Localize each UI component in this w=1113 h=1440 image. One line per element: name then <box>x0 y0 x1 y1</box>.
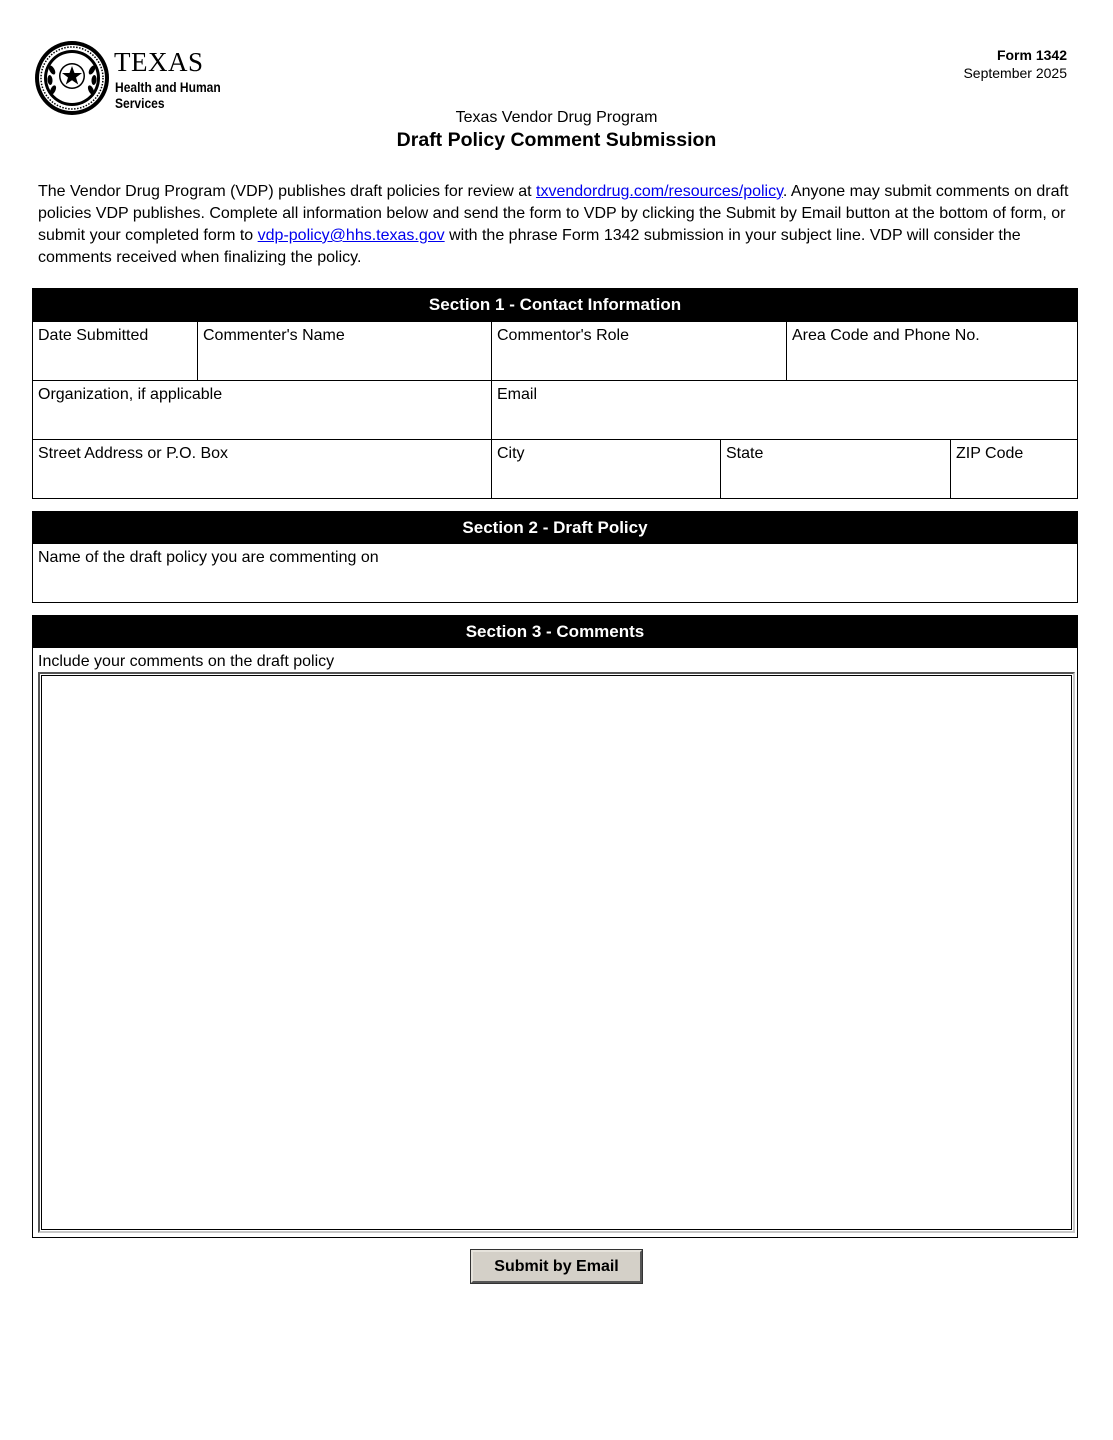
program-name: Texas Vendor Drug Program <box>455 109 658 126</box>
commenter-name-cell <box>197 322 491 380</box>
policy-name-label: Name of the draft policy you are commenting on <box>38 549 379 566</box>
date-submitted-field[interactable] <box>37 354 193 376</box>
vdp-email-link[interactable]: vdp-policy@hhs.texas.gov <box>257 227 445 244</box>
state-cell <box>720 440 950 498</box>
street-label: Street Address or P.O. Box <box>38 445 229 462</box>
policy-website-link[interactable]: txvendordrug.com/resources/policy <box>536 183 783 200</box>
zip-field[interactable] <box>955 472 1073 494</box>
email-field[interactable] <box>496 413 1073 435</box>
logo-hhs-text-line2: Services <box>115 95 165 111</box>
commenter-name-label: Commenter's Name <box>203 327 345 344</box>
city-cell <box>491 440 720 498</box>
form-date: September 2025 <box>963 65 1067 81</box>
city-field[interactable] <box>496 472 716 494</box>
section-2-header: Section 2 - Draft Policy <box>33 512 1077 544</box>
intro-paragraph <box>38 181 1078 269</box>
contact-row-1 <box>33 321 1077 380</box>
policy-name-cell <box>33 544 1077 602</box>
commentor-role-label: Commentor's Role <box>497 327 629 344</box>
email-label: Email <box>497 386 538 403</box>
section-1-header: Section 1 - Contact Information <box>33 289 1077 321</box>
policy-name-field[interactable] <box>37 576 1073 598</box>
intro-text-1: The Vendor Drug Program (VDP) publishes draft policies for review at <box>38 183 536 200</box>
texas-hhs-logo <box>34 40 234 118</box>
commentor-role-cell <box>491 322 786 380</box>
organization-field[interactable] <box>37 413 487 435</box>
organization-cell <box>33 381 491 439</box>
date-submitted-cell <box>33 322 197 380</box>
state-label: State <box>726 445 764 462</box>
zip-cell <box>950 440 1077 498</box>
phone-label: Area Code and Phone No. <box>792 327 980 344</box>
city-label: City <box>497 445 525 462</box>
commentor-role-field[interactable] <box>496 354 782 376</box>
submit-by-email-button[interactable]: Submit by Email <box>471 1250 642 1283</box>
street-cell <box>33 440 491 498</box>
street-field[interactable] <box>37 472 487 494</box>
page-title: Draft Policy Comment Submission <box>396 129 717 151</box>
section-draft-policy <box>32 511 1078 603</box>
contact-row-2 <box>33 380 1077 439</box>
contact-row-3 <box>33 439 1077 498</box>
section-contact-information <box>32 288 1078 499</box>
texas-seal-star-icon <box>34 40 110 116</box>
comments-label: Include your comments on the draft policy <box>38 653 335 670</box>
logo-texas-text: TEXAS <box>114 47 204 77</box>
section-comments <box>32 615 1078 1238</box>
email-cell <box>491 381 1077 439</box>
intro-text-3: with the phrase Form 1342 submission in your subject line. VDP will consider the comments received when finalizing the policy. <box>38 227 1021 266</box>
logo-hhs-text-line1: Health and Human <box>115 79 221 95</box>
organization-label: Organization, if applicable <box>38 386 223 403</box>
commenter-name-field[interactable] <box>202 354 487 376</box>
intro-text-2: . Anyone may submit comments on draft policies VDP publishes. Complete all information below and send the form to VDP by clicking the Submit by Email button at the bottom of form, or submit your completed form to <box>38 183 1069 244</box>
phone-field[interactable] <box>791 354 1073 376</box>
state-field[interactable] <box>725 472 946 494</box>
comments-textarea[interactable] <box>38 672 1075 1233</box>
form-number: Form 1342 <box>996 47 1067 63</box>
form-identifier <box>963 46 1067 82</box>
section-3-header: Section 3 - Comments <box>33 616 1077 648</box>
phone-cell <box>786 322 1077 380</box>
form-titles <box>0 108 1113 152</box>
date-submitted-label: Date Submitted <box>38 327 149 344</box>
zip-label: ZIP Code <box>956 445 1024 462</box>
